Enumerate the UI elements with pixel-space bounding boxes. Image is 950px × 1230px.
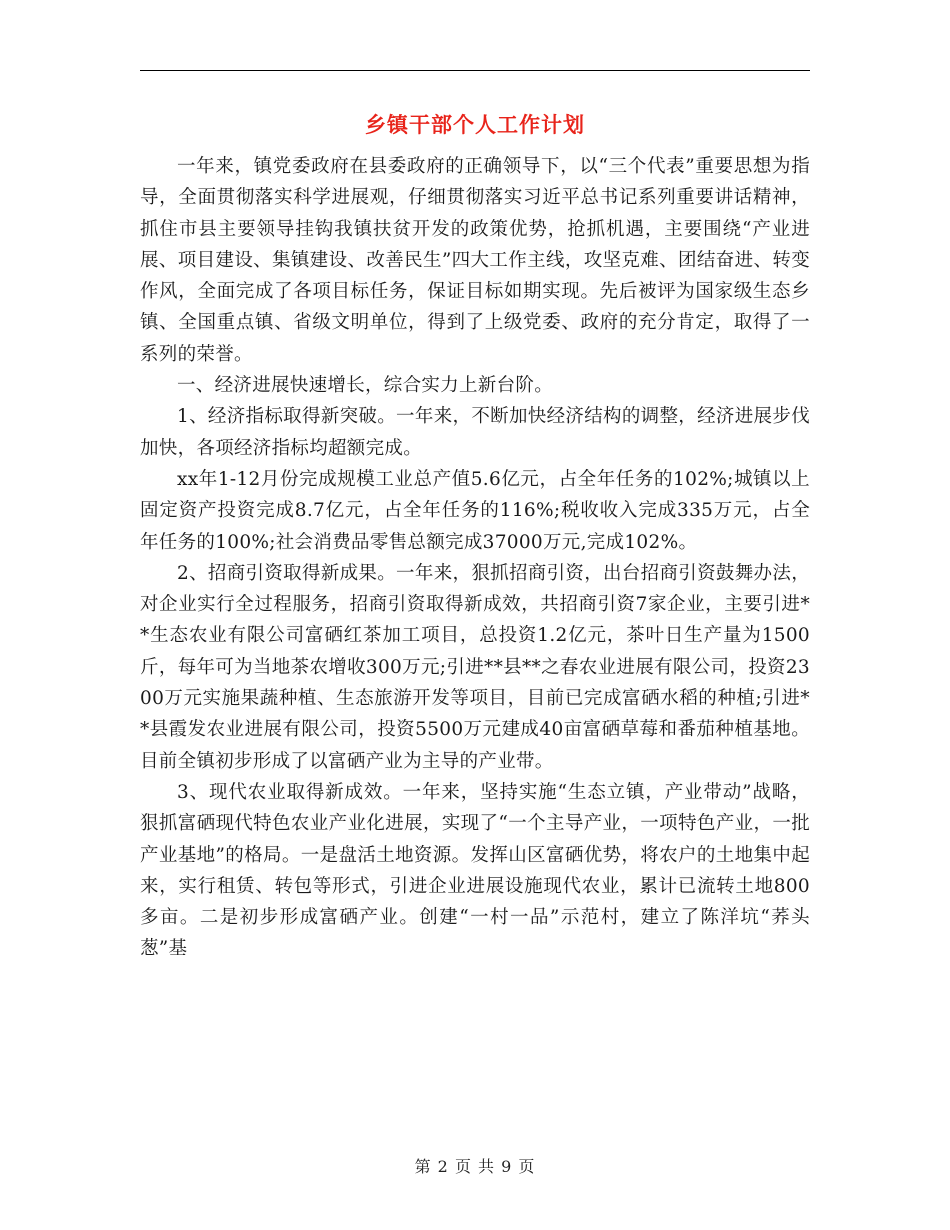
paragraph-investment: 2、招商引资取得新成果。一年来，狠抓招商引资，出台招商引资鼓舞办法，对企业实行全过程服务，招商引资取得新成效，共招商引资7家企业，主要引进**生态农业有限公司富硒红茶加工项目，总投资1.2亿元，茶叶日生产量为1500斤，每年可为当地茶农增收300万元;引进**县**之春农业进展有限公司，投资2300万元实施果蔬种植、生态旅游开发等项目，目前已完成富硒水稻的种植;引进**县霞发农业进展有限公司，投资5500万元建成40亩富硒草莓和番茄种植基地。目前全镇初步形成了以富硒产业为主导的产业带。 — [140, 562, 810, 772]
paragraph-economic-indicators: 1、经济指标取得新突破。一年来，不断加快经济结构的调整，经济进展步伐加快，各项经济指标均超额完成。 — [140, 406, 810, 459]
paragraph-intro: 一年来，镇党委政府在县委政府的正确领导下，以“三个代表”重要思想为指导，全面贯彻落实科学进展观，仔细贯彻落实习近平总书记系列重要讲话精神，抓住市县主要领导挂钩我镇扶贫开发的政策优势，抢抓机遇，主要围绕“产业进展、项目建设、集镇建设、改善民生”四大工作主线，攻坚克难、团结奋进、转变作风，全面完成了各项目标任务，保证目标如期实现。先后被评为国家级生态乡镇、全国重点镇、省级文明单位，得到了上级党委、政府的充分肯定，取得了一系列的荣誉。 — [140, 156, 810, 365]
document-body — [140, 151, 810, 965]
section-heading-economy: 一、经济进展快速增长，综合实力上新台阶。 — [177, 375, 554, 397]
header-rule — [140, 70, 810, 71]
paragraph-statistics: xx年1-12月份完成规模工业总产值5.6亿元，占全年任务的102%;城镇以上固定资产投资完成8.7亿元，占全年任务的116%;税收收入完成335万元，占全年任务的100%;社会消费品零售总额完成37000万元,完成102%。 — [140, 468, 810, 553]
document-title: 乡镇干部个人工作计划 — [365, 112, 585, 137]
page-number: 第 2 页 共 9 页 — [414, 1157, 536, 1176]
paragraph-agriculture: 3、现代农业取得新成效。一年来，坚持实施“生态立镇，产业带动”战略，狠抓富硒现代特色农业产业化进展，实现了“一个主导产业，一项特色产业，一批产业基地”的格局。一是盘活土地资源。发挥山区富硒优势，将农户的土地集中起来，实行租赁、转包等形式，引进企业进展设施现代农业，累计已流转土地800多亩。二是初步形成富硒产业。创建“一村一品”示范村，建立了陈洋坑“荞头葱”基 — [140, 781, 810, 960]
